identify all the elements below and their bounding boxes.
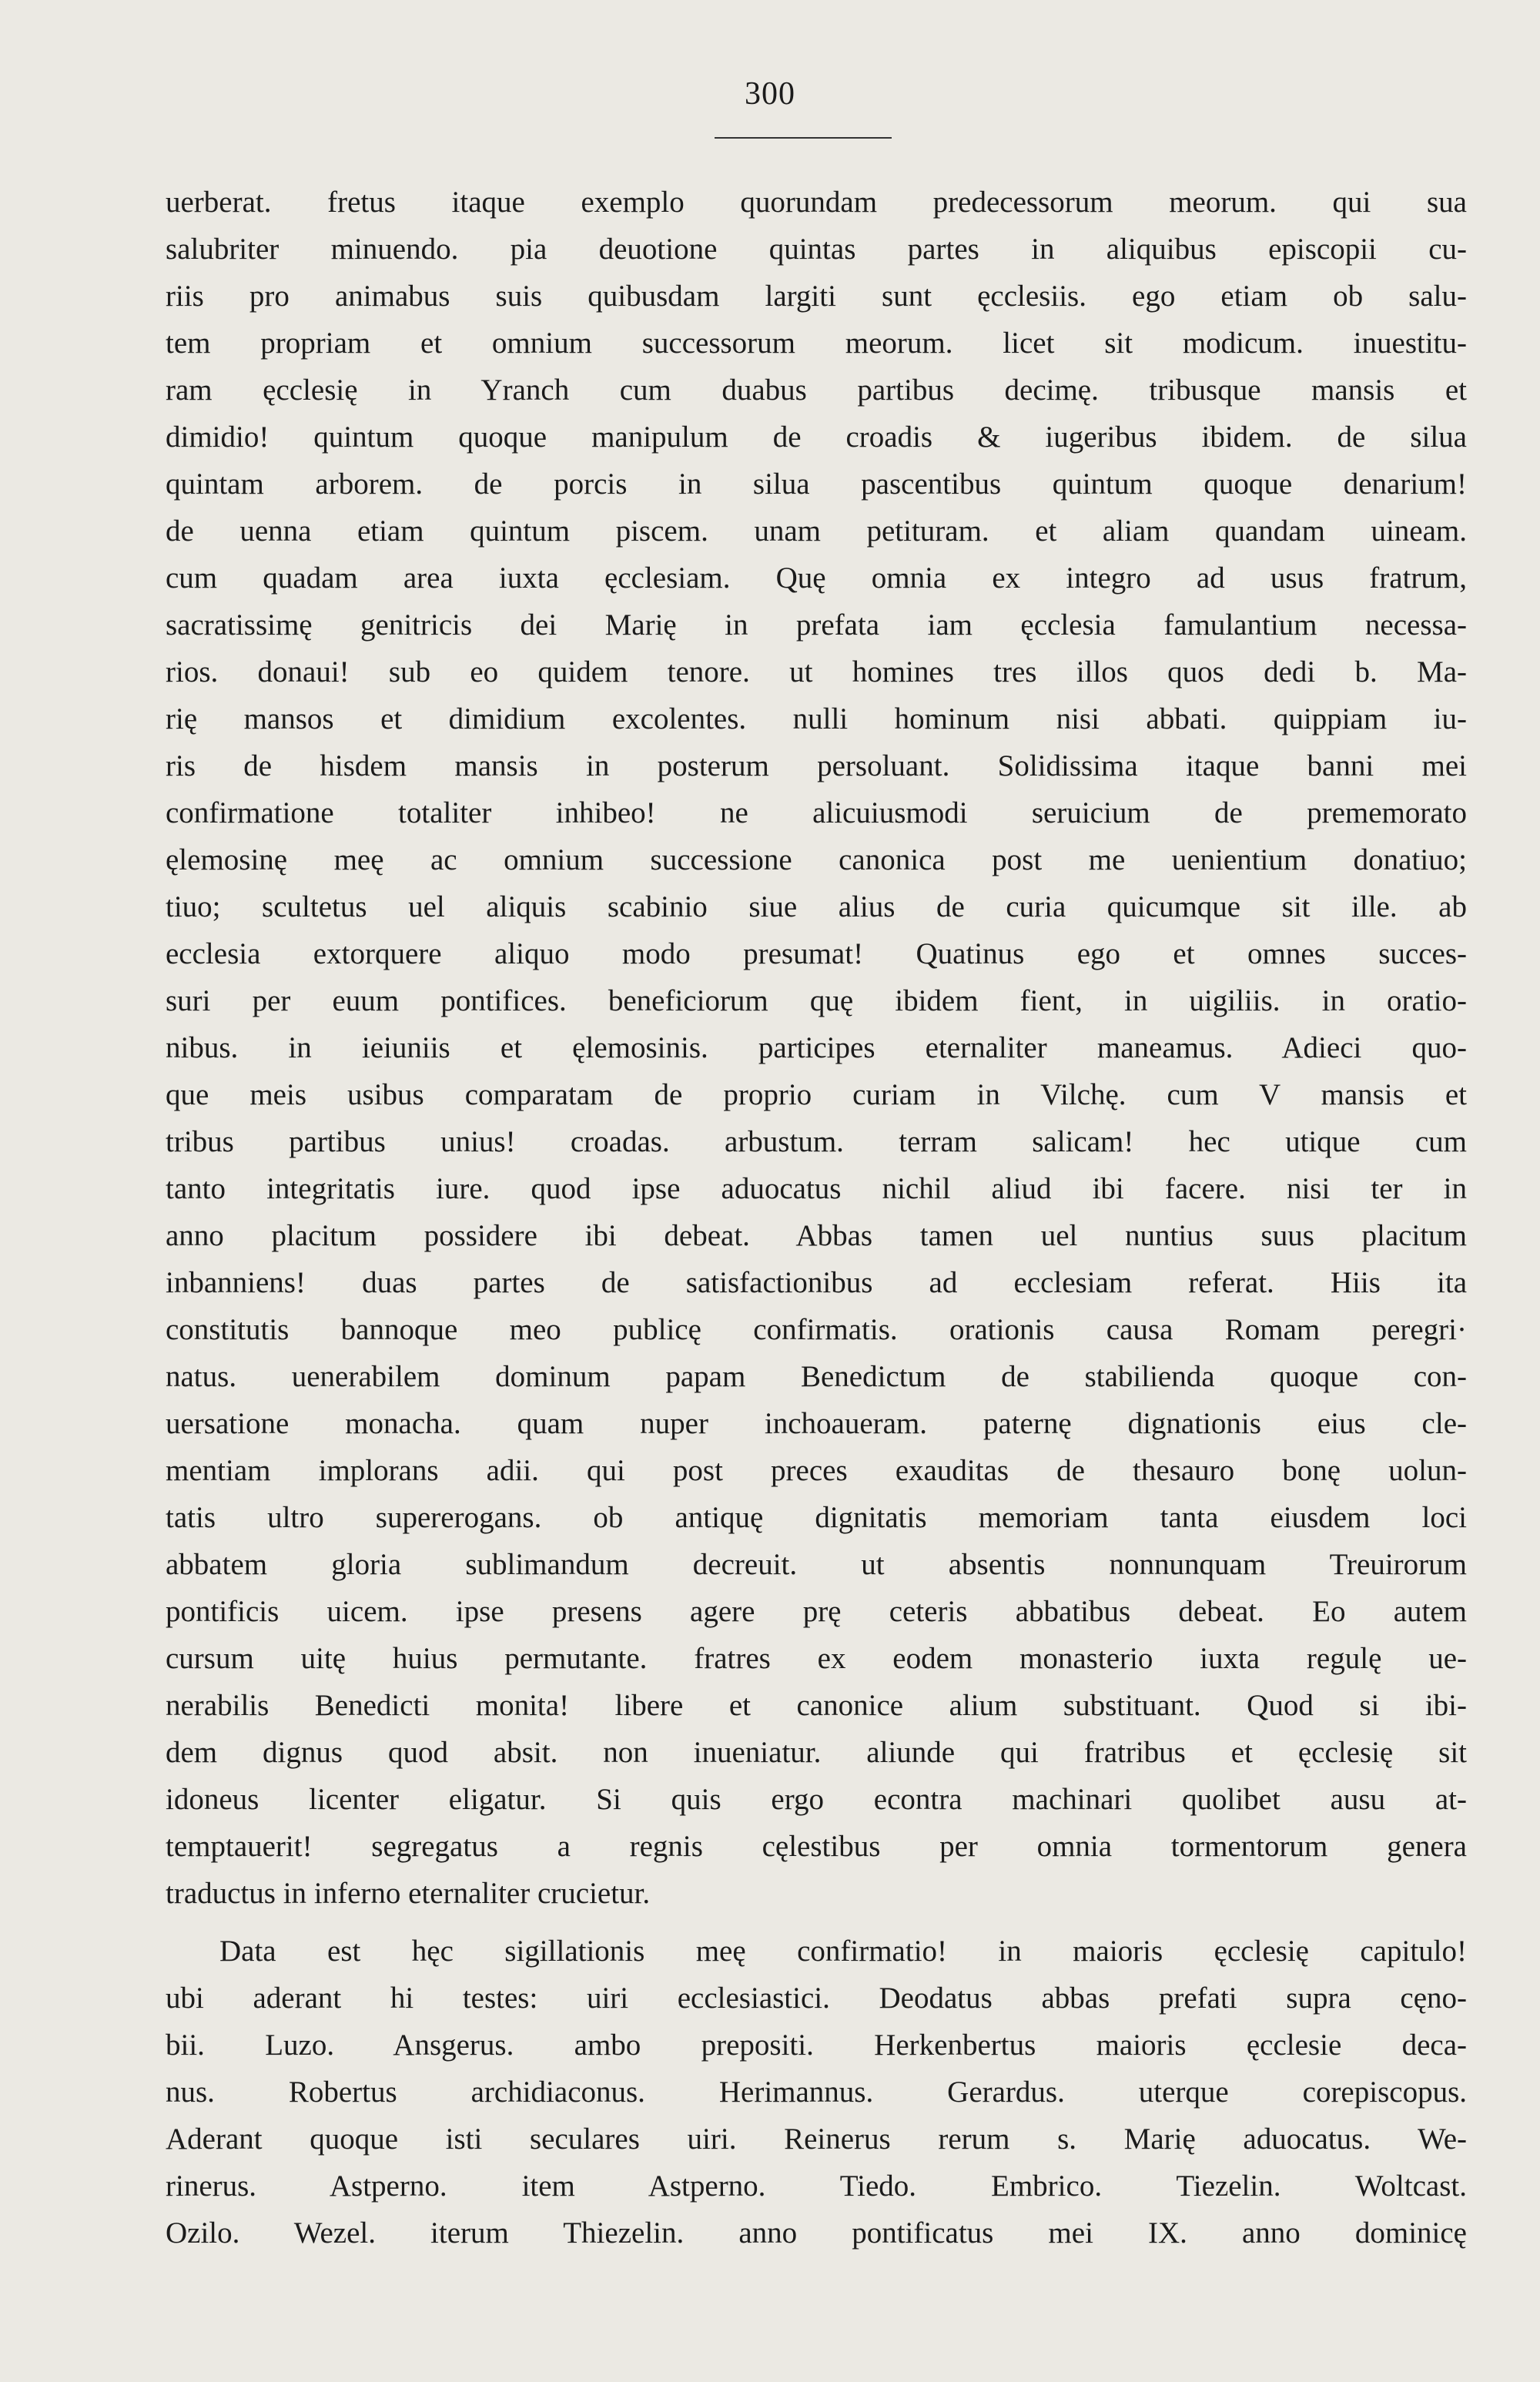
page-number: 300 [745, 76, 795, 112]
text-line: cursum uitę huius permutante. fratres ex eodem monasterio iuxta regulę ue- [166, 1642, 1467, 1675]
text-line: ecclesia extorquere aliquo modo presumat! Quatinus ego et omnes succes- [166, 937, 1467, 970]
text-line: sacratissimę genitricis dei Marię in prefata iam ęcclesia famulantium necessa- [166, 608, 1467, 642]
text-line: traductus in inferno eternaliter crucietur. [166, 1877, 651, 1910]
text-line: natus. uenerabilem dominum papam Benedictum de stabilienda quoque con- [166, 1360, 1467, 1393]
text-line: salubriter minuendo. pia deuotione quintas partes in aliquibus episcopii cu- [166, 233, 1467, 266]
paragraph-gap [166, 1917, 1467, 1928]
text-line: tribus partibus unius! croadas. arbustum. terram salicam! hec utique cum [166, 1125, 1467, 1158]
text-line: temptauerit! segregatus a regnis cęlestibus per omnia tormentorum genera [166, 1830, 1467, 1863]
text-line: tatis ultro supererogans. ob antiquę dignitatis memoriam tanta eiusdem loci [166, 1501, 1467, 1534]
text-line: nus. Robertus archidiaconus. Herimannus. Gerardus. uterque corepiscopus. [166, 2075, 1467, 2109]
text-line: abbatem gloria sublimandum decreuit. ut absentis nonnunquam Treuirorum [166, 1548, 1467, 1581]
text-line: tem propriam et omnium successorum meorum. licet sit modicum. inuestitu- [166, 327, 1467, 360]
text-line: anno placitum possidere ibi debeat. Abbas tamen uel nuntius suus placitum [166, 1219, 1467, 1252]
text-line: cum quadam area iuxta ęcclesiam. Quę omnia ex integro ad usus fratrum, [166, 561, 1467, 595]
text-line: rinerus. Astperno. item Astperno. Tiedo. Embrico. Tiezelin. Woltcast. [166, 2169, 1467, 2203]
paragraph-1 [166, 179, 1467, 1917]
text-line: de uenna etiam quintum piscem. unam petituram. et aliam quandam uineam. [166, 514, 1467, 548]
text-line: rios. donaui! sub eo quidem tenore. ut homines tres illos quos dedi b. Ma- [166, 655, 1467, 688]
text-line: inbanniens! duas partes de satisfactionibus ad ecclesiam referat. Hiis ita [166, 1266, 1467, 1299]
text-line: ęlemosinę meę ac omnium successione canonica post me uenientium donatiuo; [166, 843, 1467, 876]
text-line: Aderant quoque isti seculares uiri. Reinerus rerum s. Marię aduocatus. We- [166, 2122, 1467, 2156]
text-line: dem dignus quod absit. non inueniatur. aliunde qui fratribus et ęcclesię sit [166, 1736, 1467, 1769]
text-line: uersatione monacha. quam nuper inchoaueram. paternę dignationis eius cle- [166, 1407, 1467, 1440]
text-line: tanto integritatis iure. quod ipse aduocatus nichil aliud ibi facere. nisi ter in [166, 1172, 1467, 1205]
text-line: nerabilis Benedicti monita! libere et canonice alium substituant. Quod si ibi- [166, 1689, 1467, 1722]
text-line: tiuo; scultetus uel aliquis scabinio siue alius de curia quicumque sit ille. ab [166, 890, 1467, 923]
text-line: dimidio! quintum quoque manipulum de croadis & iugeribus ibidem. de silua [166, 420, 1467, 454]
header-rule [715, 137, 892, 139]
text-line: que meis usibus comparatam de proprio curiam in Vilchę. cum V mansis et [166, 1078, 1467, 1111]
text-line: confirmatione totaliter inhibeo! ne alicuiusmodi seruicium de prememorato [166, 796, 1467, 829]
body-text [166, 179, 1467, 2256]
text-line: mentiam implorans adii. qui post preces exauditas de thesauro bonę uolun- [166, 1454, 1467, 1487]
text-line: rię mansos et dimidium excolentes. nulli hominum nisi abbati. quippiam iu- [166, 702, 1467, 735]
text-line: constitutis bannoque meo publicę confirmatis. orationis causa Romam peregri· [166, 1313, 1467, 1346]
text-line: pontificis uicem. ipse presens agere prę ceteris abbatibus debeat. Eo autem [166, 1595, 1467, 1628]
text-line: riis pro animabus suis quibusdam largiti sunt ęcclesiis. ego etiam ob salu- [166, 280, 1467, 313]
text-line: Data est hęc sigillationis meę confirmatio! in maioris ęcclesię capitulo! [219, 1935, 1467, 1968]
text-line: quintam arborem. de porcis in silua pascentibus quintum quoque denarium! [166, 467, 1467, 501]
text-line: uerberat. fretus itaque exemplo quorundam predecessorum meorum. qui sua [166, 186, 1467, 219]
text-line: ubi aderant hi testes: uiri ecclesiastici. Deodatus abbas prefati supra cęno- [166, 1982, 1467, 2015]
paragraph-2 [166, 1928, 1467, 2256]
text-line: nibus. in ieiuniis et ęlemosinis. participes eternaliter maneamus. Adieci quo- [166, 1031, 1467, 1064]
text-line: ris de hisdem mansis in posterum persoluant. Solidissima itaque banni mei [166, 749, 1467, 782]
text-line: bii. Luzo. Ansgerus. ambo prepositi. Herkenbertus maioris ęcclesie deca- [166, 2029, 1467, 2062]
text-line: suri per euum pontifices. beneficiorum quę ibidem fient, in uigiliis. in oratio- [166, 984, 1467, 1017]
text-line: idoneus licenter eligatur. Si quis ergo econtra machinari quolibet ausu at- [166, 1783, 1467, 1816]
text-line: Ozilo. Wezel. iterum Thiezelin. anno pontificatus mei IX. anno dominicę [166, 2216, 1467, 2250]
text-line: ram ęcclesię in Yranch cum duabus partibus decimę. tribusque mansis et [166, 374, 1467, 407]
